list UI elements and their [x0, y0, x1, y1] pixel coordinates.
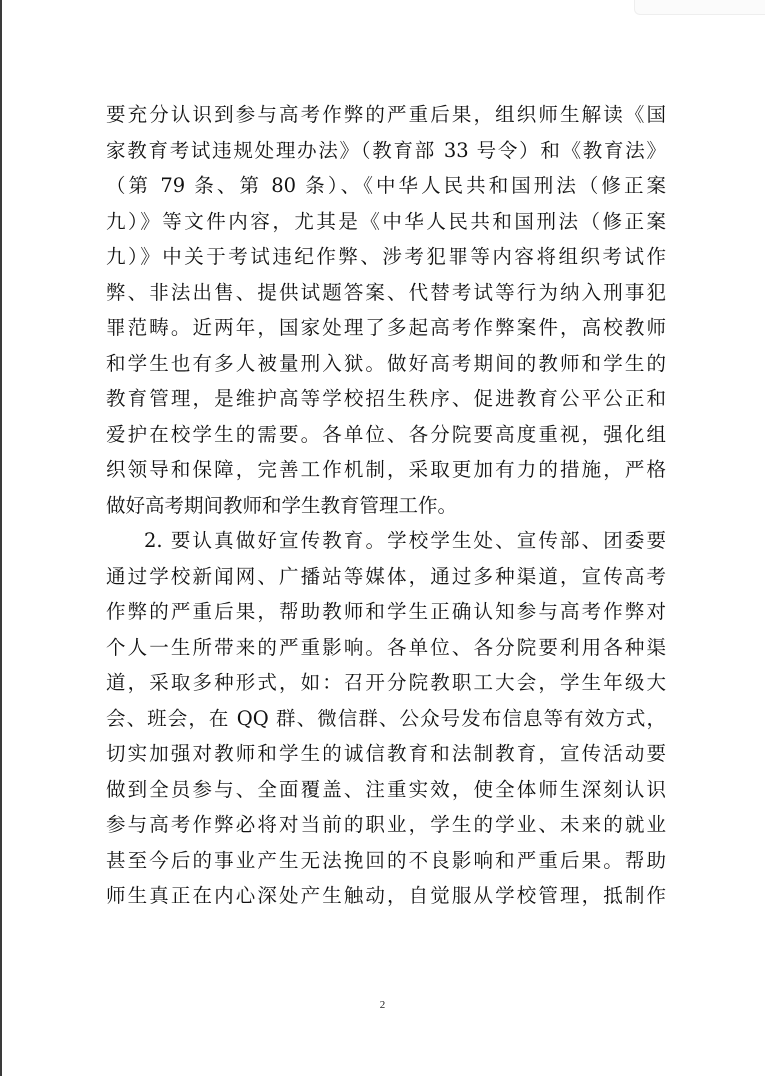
- text-line: 和学生也有多人被量刑入狱。做好高考期间的教师和学生的: [106, 351, 666, 375]
- text-line: 道，采取多种形式，如：召开分院教职工大会，学生年级大: [106, 671, 666, 694]
- text-line: 弊、非法出售、提供试题答案、代替考试等行为纳入刑事犯: [106, 280, 666, 304]
- text-line: 织领导和保障，完善工作机制，采取更加有力的措施，严格: [106, 458, 666, 481]
- text-line: 九）》等文件内容，尤其是《中华人民共和国刑法（修正案: [106, 209, 666, 233]
- document-body: [106, 97, 666, 914]
- text-line: 通过学校新闻网、广播站等媒体，通过多种渠道，宣传高考: [106, 564, 666, 588]
- text-line: 做到全员参与、全面覆盖、注重实效，使全体师生深刻认识: [106, 777, 666, 801]
- page-number: 2: [379, 999, 386, 1011]
- text-line: 参与高考作弊必将对当前的职业，学生的学业、未来的就业: [106, 813, 666, 836]
- text-line: 教育管理，是维护高等学校招生秩序、促进教育公平公正和: [106, 387, 666, 410]
- text-line: 甚至今后的事业产生无法挽回的不良影响和严重后果。帮助: [106, 848, 666, 872]
- text-line: 会、班会，在 QQ 群、微信群、公众号发布信息等有效方式，: [106, 706, 666, 730]
- text-line: 家教育考试违规处理办法》（教育部 33 号令）和《教育法》: [106, 138, 666, 162]
- text-line: 2. 要认真做好宣传教育。学校学生处、宣传部、团委要: [144, 529, 666, 552]
- text-line: 九）》中关于考试违纪作弊、涉考犯罪等内容将组织考试作: [106, 245, 666, 268]
- corner-overlay: [634, 0, 765, 15]
- text-line: 爱护在校学生的需要。各单位、各分院要高度重视，强化组: [106, 422, 666, 446]
- text-line: 作弊的严重后果，帮助教师和学生正确认知参与高考作弊对: [106, 600, 666, 623]
- text-line: 个人一生所带来的严重影响。各单位、各分院要利用各种渠: [106, 635, 666, 659]
- page-left-edge: [0, 0, 2, 1076]
- text-line: 罪范畴。近两年，国家处理了多起高考作弊案件，高校教师: [106, 316, 666, 339]
- text-line: （第 79 条、第 80 条）、《中华人民共和国刑法（修正案: [106, 174, 666, 197]
- text-line: 要充分认识到参与高考作弊的严重后果，组织师生解读《国: [106, 103, 666, 126]
- text-line: 切实加强对教师和学生的诚信教育和法制教育，宣传活动要: [106, 742, 666, 765]
- text-line: 师生真正在内心深处产生触动，自觉服从学校管理，抵制作: [106, 884, 666, 907]
- text-line: 做好高考期间教师和学生教育管理工作。: [106, 493, 458, 517]
